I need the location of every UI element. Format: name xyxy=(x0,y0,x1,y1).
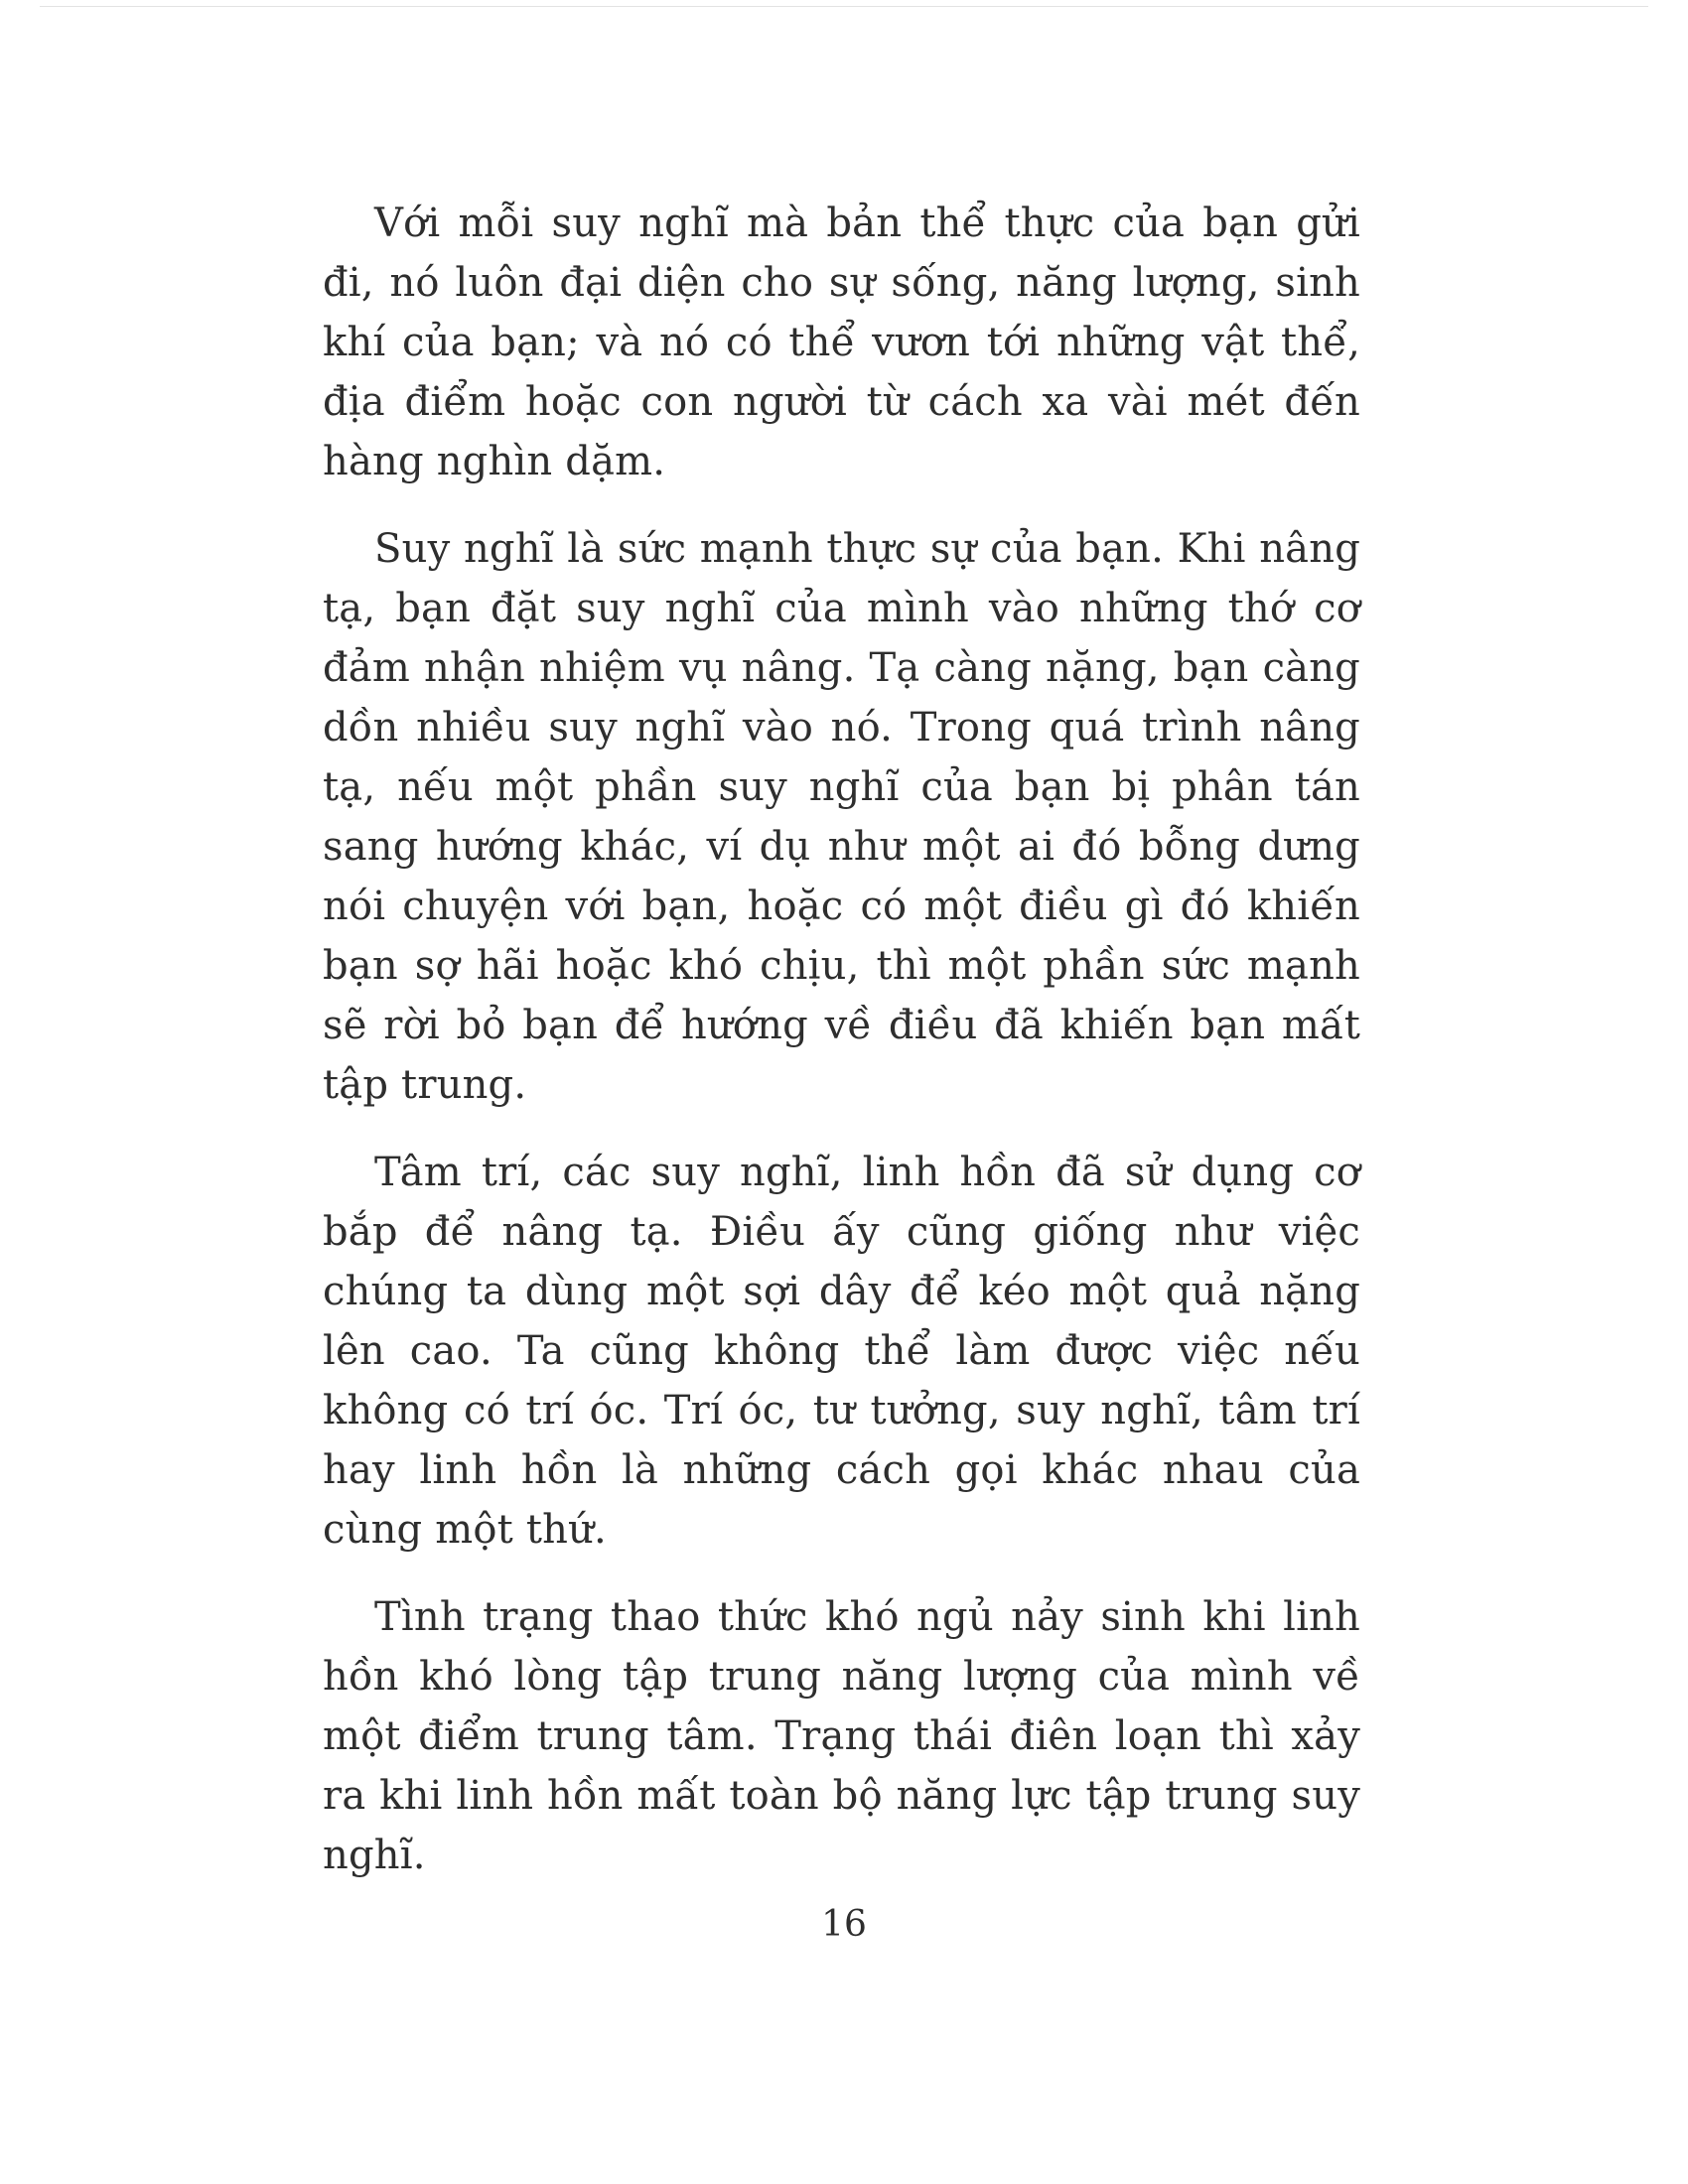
page-number: 16 xyxy=(821,1904,867,1945)
page-top-edge-line xyxy=(40,6,1648,7)
text-block xyxy=(323,194,1360,1913)
paragraph-4: Tình trạng thao thức khó ngủ nảy sinh khi linh hồn khó lòng tập trung năng lượng của mình về một điểm trung tâm. Trạng thái điên loạn thì xảy ra khi linh hồn mất toàn bộ năng lực tập trung suy nghĩ. xyxy=(323,1594,1360,1878)
paragraph-1: Với mỗi suy nghĩ mà bản thể thực của bạn gửi đi, nó luôn đại diện cho sự sống, năng lượng, sinh khí của bạn; và nó có thể vươn tới những vật thể, địa điểm hoặc con người từ cách xa vài mét đến hàng nghìn dặm. xyxy=(323,201,1360,484)
paragraph-3: Tâm trí, các suy nghĩ, linh hồn đã sử dụng cơ bắp để nâng tạ. Điều ấy cũng giống như việc chúng ta dùng một sợi dây để kéo một quả nặng lên cao. Ta cũng không thể làm được việc nếu không có trí óc. Trí óc, tư tưởng, suy nghĩ, tâm trí hay linh hồn là những cách gọi khác nhau của cùng một thứ. xyxy=(323,1150,1360,1553)
paragraph-2: Suy nghĩ là sức mạnh thực sự của bạn. Khi nâng tạ, bạn đặt suy nghĩ của mình vào những thớ cơ đảm nhận nhiệm vụ nâng. Tạ càng nặng, bạn càng dồn nhiều suy nghĩ vào nó. Trong quá trình nâng tạ, nếu một phần suy nghĩ của bạn bị phân tán sang hướng khác, ví dụ như một ai đó bỗng dưng nói chuyện với bạn, hoặc có một điều gì đó khiến bạn sợ hãi hoặc khó chịu, thì một phần sức mạnh sẽ rời bỏ bạn để hướng về điều đã khiến bạn mất tập trung. xyxy=(323,526,1360,1108)
